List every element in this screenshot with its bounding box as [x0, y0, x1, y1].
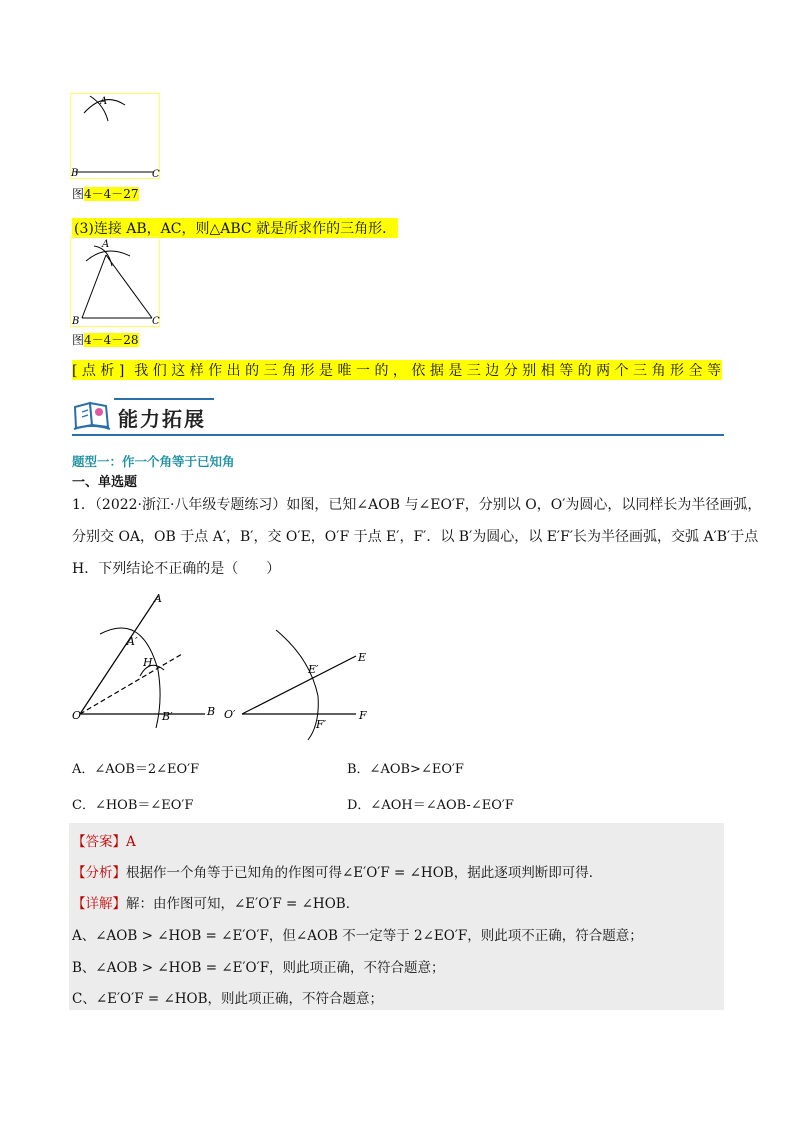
- label-o-prime: O′: [224, 708, 236, 721]
- ray-oa: [80, 596, 158, 714]
- ray-oh-dashed: [80, 654, 182, 714]
- analysis-tag: 【分析】: [72, 865, 126, 881]
- answer-box: [69, 823, 724, 1010]
- step-3-text: (3)连接 AB，AC，则△ABC 就是所求作的三角形．: [72, 218, 398, 238]
- figure-4-4-28-drawing: [70, 236, 170, 328]
- detail-item-b: B、∠AOB > ∠HOB = ∠E′O′F，则此项正确，不符合题意；: [72, 960, 445, 976]
- single-choice-heading: 一、单选题: [72, 475, 138, 490]
- label-f: F: [359, 709, 367, 722]
- fig28-label-b: B: [72, 316, 80, 327]
- label-o: O: [72, 709, 82, 722]
- label-f-prime: F′: [316, 718, 327, 731]
- detail-text: 解：由作图可知，∠E′O′F = ∠HOB．: [126, 896, 360, 912]
- answer-value: A: [126, 834, 136, 850]
- note-text: [点析] 我们这样作出的三角形是唯一的，依据是三边分别相等的两个三角形全等: [72, 360, 722, 380]
- label-a: A: [154, 592, 162, 605]
- figure-4-4-28-caption: 图4－4－28: [72, 333, 139, 347]
- label-e: E: [358, 651, 367, 664]
- angle-diagram: [70, 588, 380, 744]
- label-e-prime: E′: [308, 663, 319, 676]
- figure-4-4-28: [70, 236, 160, 328]
- section-rule: [72, 434, 724, 436]
- question-line-2: 分别交 OA，OB 于点 A′，B′，交 O′E，O′F 于点 E′，F′．以 B′为圆心，以 E′F′长为半径画弧，交弧 A′B′于点: [72, 529, 759, 545]
- ray-o-prime-e: [242, 656, 356, 714]
- fig28-label-a: A: [102, 239, 110, 250]
- book-icon: [72, 399, 112, 431]
- detail-item-c: C、∠E′O′F = ∠HOB，则此项正确，不符合题意；: [72, 991, 384, 1007]
- detail-item-a: A、∠AOB > ∠HOB = ∠E′O′F，但∠AOB 不一定等于 2∠EO′F，则此项不正确，符合题意；: [72, 928, 643, 944]
- section-header: [72, 399, 724, 439]
- figure-4-4-27-drawing: [70, 93, 170, 183]
- fig28-label-c: C: [152, 316, 160, 327]
- section-title: 能力拓展: [118, 407, 206, 431]
- answer-line: [72, 830, 136, 850]
- fig27-label-a: A: [100, 96, 108, 107]
- detail-line: [72, 892, 359, 912]
- label-b-prime: B′: [162, 710, 173, 723]
- type-heading: 题型一：作一个角等于已知角: [72, 454, 235, 469]
- option-d[interactable]: D．∠AOH＝∠AOB-∠EO′F: [347, 798, 514, 813]
- arc-e-f: [276, 630, 318, 740]
- label-a-prime: A′: [127, 635, 138, 648]
- detail-tag: 【详解】: [72, 896, 126, 912]
- question-line-1: 1．（2022·浙江·八年级专题练习）如图，已知∠AOB 与∠EO′F，分别以 O，O′为圆心，以同样长为半径画弧，: [72, 497, 762, 513]
- analysis-line: [72, 861, 602, 881]
- question-line-3: H．下列结论不正确的是（ ）: [72, 561, 281, 577]
- label-b: B: [207, 705, 216, 718]
- section-title-underline-top: [114, 398, 214, 400]
- fig27-label-c: C: [152, 169, 160, 180]
- question-diagram: [70, 588, 380, 744]
- option-c[interactable]: C．∠HOB＝∠EO′F: [72, 798, 194, 813]
- analysis-text: 根据作一个角等于已知角的作图可得∠E′O′F = ∠HOB，据此逐项判断即可得．: [126, 865, 603, 881]
- option-b[interactable]: B．∠AOB>∠EO′F: [347, 762, 464, 777]
- option-a[interactable]: A．∠AOB＝2∠EO′F: [72, 762, 200, 777]
- figure-4-4-27: [70, 93, 160, 183]
- answer-tag: 【答案】: [72, 834, 126, 850]
- fig27-label-b: B: [71, 168, 79, 179]
- label-h: H: [143, 656, 153, 669]
- figure-4-4-27-caption: 图4－4－27: [72, 187, 139, 201]
